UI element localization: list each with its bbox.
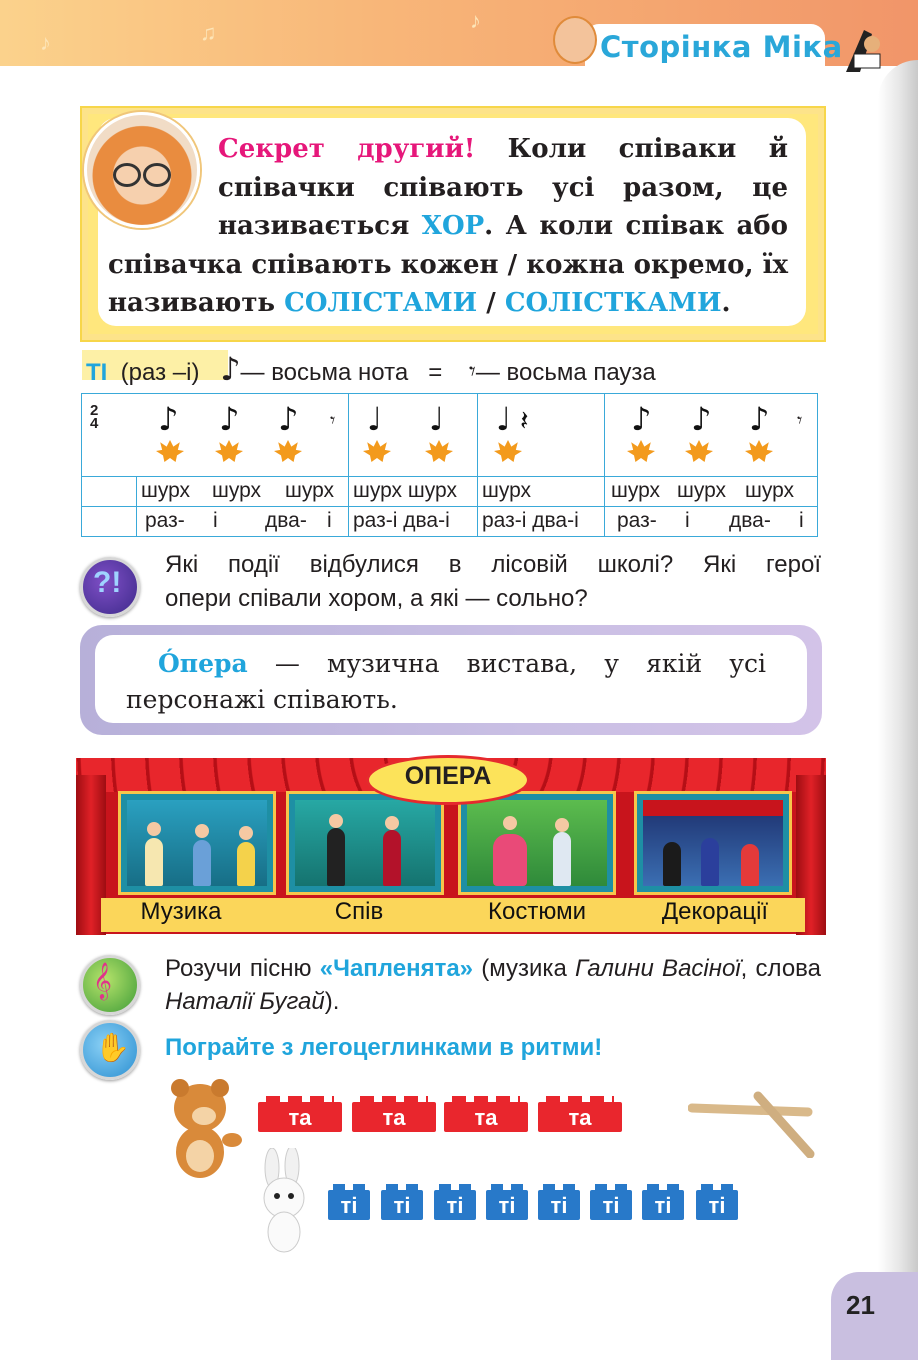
glasses-icon (143, 163, 171, 187)
song-composer: Галини Васіної (575, 955, 741, 982)
head (555, 818, 569, 832)
secret-text-part: . (721, 288, 731, 318)
stage-drape (643, 800, 783, 816)
measure-3-words (478, 477, 605, 507)
brick-ti[interactable]: ті (538, 1190, 580, 1220)
panel-costumes (458, 791, 616, 895)
measure-1-count (137, 507, 349, 537)
empty-cell (82, 477, 137, 507)
trumpeter-figure (193, 840, 211, 886)
word-shurkh: шурх (482, 479, 532, 502)
count-syllable: два- (265, 509, 307, 532)
brick-ti[interactable]: ті (696, 1190, 738, 1220)
music-note-icon: ♪ (40, 30, 51, 55)
costumes-illustration (467, 800, 607, 886)
child-figure (663, 842, 681, 886)
brick-ta[interactable]: та (538, 1102, 622, 1132)
brick-ti[interactable]: ті (642, 1190, 684, 1220)
measure-4-count (605, 507, 818, 537)
quarter-note-icon: ♩ (429, 400, 445, 438)
quarter-rest-icon: 𝄽 (520, 404, 529, 437)
wizard-figure (701, 838, 719, 886)
measure-2-count (349, 507, 478, 537)
secret-text-part: / (477, 288, 505, 318)
brick-ta[interactable]: та (352, 1102, 436, 1132)
play-task: Пограйте з легоцеглинками в ритми! (165, 1034, 603, 1061)
question-line: опери співали хором, а які — сольно? (165, 585, 588, 612)
eighth-note-icon: ♪ (691, 400, 712, 438)
question-mark-icon: ?! (93, 566, 122, 599)
eighth-note-icon: ♪ (220, 350, 241, 388)
eighth-rest-icon: 𝄾 (330, 408, 336, 432)
quarter-note-icon: ♩ (367, 400, 383, 438)
song-author: Наталії Бугай (165, 988, 325, 1015)
opera-title: ОПЕРА (404, 762, 492, 790)
caption-scenery: Декорації (661, 898, 769, 925)
brick-ti[interactable]: ті (328, 1190, 370, 1220)
definition-text (126, 646, 766, 718)
raz-i-label: (раз –і) (120, 359, 200, 386)
page-number: 21 (846, 1290, 875, 1320)
measure-1-words (137, 477, 349, 507)
word-shurkh: шурх (212, 479, 262, 502)
head (195, 824, 209, 838)
eighth-note-icon: ♪ (219, 400, 240, 438)
count-syllable: і (327, 509, 332, 532)
word-shurkh: шурх (141, 479, 191, 502)
count-syllable: раз-і два-і (353, 509, 450, 532)
count-syllable: і (685, 509, 690, 532)
word-shurkh: шурх (285, 479, 335, 502)
question-line: Які події відбулися в лісовій школі? Які герої (165, 551, 821, 578)
definition-body: — музична вистава, у якій усі персонажі співають. (126, 649, 766, 714)
page-edge (878, 60, 918, 1360)
head (329, 814, 343, 828)
count-syllable: раз-і два-і (482, 509, 579, 532)
measure-2-notes (349, 394, 478, 477)
brick-ti[interactable]: ті (434, 1190, 476, 1220)
count-syllable: і (213, 509, 218, 532)
time-signature: 2 4 (90, 402, 99, 432)
song-title: «Чапленята» (319, 955, 474, 982)
hand-icon: ✋ (95, 1032, 130, 1063)
singers-illustration (295, 800, 435, 886)
question-text (165, 548, 821, 616)
lady-figure (493, 834, 527, 886)
tenor-figure (327, 828, 345, 886)
head (385, 816, 399, 830)
page-title: Сторінка Міка (600, 30, 843, 64)
music-note-icon: ♫ (200, 20, 217, 45)
treble-clef-icon: 𝄞 (93, 962, 112, 998)
eighth-rest-icon: 𝄾 (468, 357, 476, 387)
soprano-figure (383, 830, 401, 886)
song-icon (80, 955, 140, 1015)
brick-ta[interactable]: та (444, 1102, 528, 1132)
song-task (165, 952, 821, 1018)
term-opera: Óпера (158, 649, 248, 678)
head (239, 826, 253, 840)
term-soloists-f: СОЛІСТКАМИ (504, 288, 722, 318)
music-note-icon: ♪ (470, 8, 481, 33)
measure-4-notes (605, 394, 818, 477)
panel-singing (286, 791, 444, 895)
panel-scenery (634, 791, 792, 895)
caption-music: Музика (140, 898, 222, 925)
caption-costumes: Костюми (488, 898, 586, 925)
song-text-part: , слова (740, 955, 821, 982)
measure-3-notes (478, 394, 605, 477)
head (503, 816, 517, 830)
brick-ta[interactable]: та (258, 1102, 342, 1132)
musicians-illustration (127, 800, 267, 886)
count-syllable: і (799, 509, 804, 532)
word-shurkh: шурх (677, 479, 727, 502)
eighth-note-label: — восьма нота (240, 359, 409, 386)
eighth-note-legend (86, 350, 656, 388)
secret-label: Секрет другий! (218, 134, 476, 164)
rhythm-sticks-icon (688, 1088, 816, 1158)
measure-1-notes (82, 394, 349, 477)
term-choir: ХОР (421, 211, 485, 241)
secret-text-part: Коли співаки й співачки співають усі разом, це називається (218, 134, 788, 241)
play-hands-icon (80, 1020, 140, 1080)
mik-avatar-icon (553, 16, 597, 64)
quarter-note-icon: ♩ (496, 400, 512, 438)
song-task-paragraph (165, 952, 821, 1018)
count-syllable: два- (729, 509, 771, 532)
measure-3-count (478, 507, 605, 537)
eighth-note-icon: ♪ (749, 400, 770, 438)
word-shurkh: шурх шурх (353, 479, 457, 502)
eighth-note-icon: ♪ (631, 400, 652, 438)
word-shurkh: шурх (745, 479, 795, 502)
measure-2-words (349, 477, 478, 507)
violinist-figure (237, 842, 255, 886)
child-figure (741, 844, 759, 886)
rhythm-table (81, 393, 818, 537)
head (147, 822, 161, 836)
song-text-part: Розучи пісню (165, 955, 320, 982)
secret-text (108, 130, 788, 323)
bunny-icon (246, 1148, 322, 1254)
word-shurkh: шурх (611, 479, 661, 502)
eighth-rest-icon: 𝄾 (797, 408, 803, 432)
equals-sign: = (428, 359, 443, 386)
piano-mascot-icon (842, 26, 882, 76)
glasses-icon (113, 163, 141, 187)
count-syllable: раз- (145, 509, 185, 532)
song-text-part: (музика (473, 955, 576, 982)
scenery-illustration (643, 800, 783, 886)
brick-ti[interactable]: ті (590, 1190, 632, 1220)
cellist-figure (145, 838, 163, 886)
question-icon (80, 557, 140, 617)
eighth-note-icon: ♪ (278, 400, 299, 438)
measure-4-words (605, 477, 818, 507)
secret-text-part: . А коли співак або співачка співають кожен / кожна окремо, їх називають (108, 211, 788, 318)
brick-ti[interactable]: ті (381, 1190, 423, 1220)
bear-icon (160, 1078, 246, 1188)
caption-singing: Спів (334, 898, 384, 925)
count-syllable: раз- (617, 509, 657, 532)
panel-music (118, 791, 276, 895)
boy-with-headphones-icon (84, 112, 200, 228)
song-text-part: ). (324, 988, 340, 1015)
eighth-note-icon: ♪ (158, 400, 179, 438)
empty-cell (82, 507, 137, 537)
brick-ti[interactable]: ті (486, 1190, 528, 1220)
eighth-rest-label: — восьма пауза (475, 359, 656, 386)
gentleman-figure (553, 832, 571, 886)
ti-label: ТІ (86, 359, 108, 386)
term-soloists-m: СОЛІСТАМИ (284, 288, 478, 318)
